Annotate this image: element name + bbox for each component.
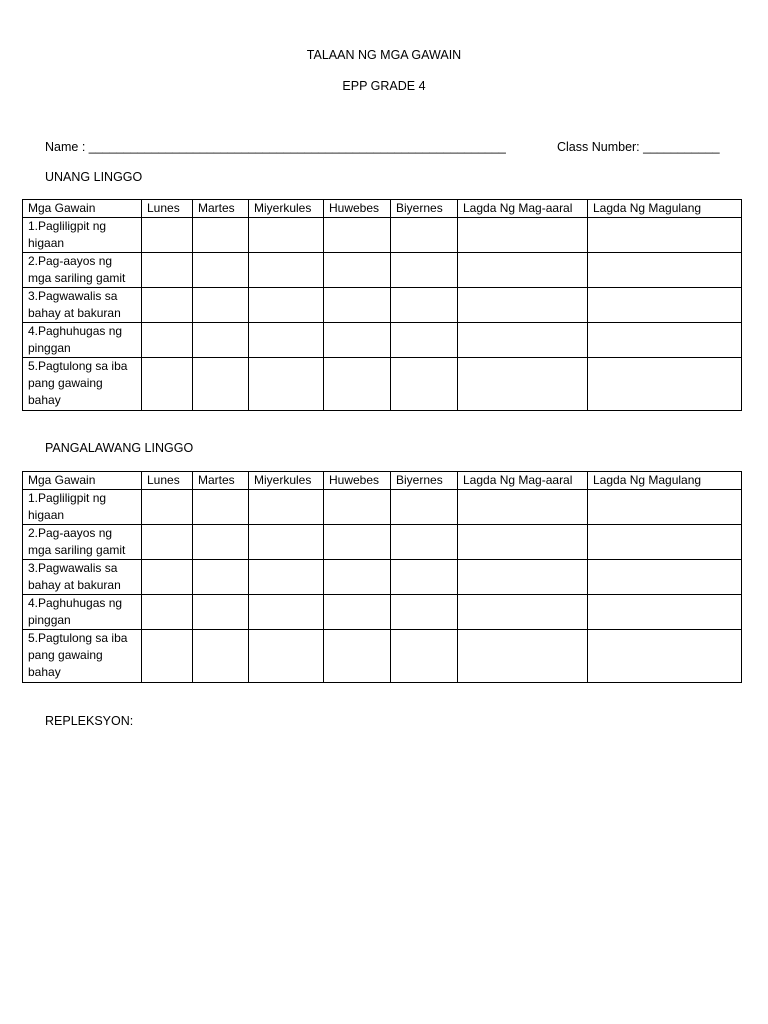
student-signature-cell[interactable] bbox=[458, 490, 588, 525]
column-header-wednesday: Miyerkules bbox=[249, 472, 324, 490]
table-row bbox=[23, 490, 742, 525]
student-signature-cell[interactable] bbox=[458, 358, 588, 411]
tuesday-cell[interactable] bbox=[193, 560, 249, 595]
column-header-friday: Biyernes bbox=[391, 472, 458, 490]
monday-cell[interactable] bbox=[142, 525, 193, 560]
column-header-student-signature: Lagda Ng Mag-aaral bbox=[458, 200, 588, 218]
tuesday-cell[interactable] bbox=[193, 358, 249, 411]
column-header-monday: Lunes bbox=[142, 200, 193, 218]
column-header-thursday: Huwebes bbox=[324, 472, 391, 490]
week1-label: UNANG LINGGO bbox=[45, 170, 143, 184]
monday-cell[interactable] bbox=[142, 323, 193, 358]
wednesday-cell[interactable] bbox=[249, 218, 324, 253]
student-signature-cell[interactable] bbox=[458, 560, 588, 595]
parent-signature-cell[interactable] bbox=[588, 253, 742, 288]
thursday-cell[interactable] bbox=[324, 630, 391, 683]
task-cell: 5.Pagtulong sa iba pang gawaing bahay bbox=[23, 630, 142, 683]
table-row bbox=[23, 323, 742, 358]
friday-cell[interactable] bbox=[391, 630, 458, 683]
parent-signature-cell[interactable] bbox=[588, 288, 742, 323]
table-row bbox=[23, 253, 742, 288]
thursday-cell[interactable] bbox=[324, 218, 391, 253]
table-row bbox=[23, 630, 742, 683]
table-row bbox=[23, 218, 742, 253]
table-row bbox=[23, 560, 742, 595]
name-field-line: Name : ____________________________________________________________ bbox=[45, 140, 506, 154]
table-row bbox=[23, 525, 742, 560]
student-signature-cell[interactable] bbox=[458, 253, 588, 288]
week2-label: PANGALAWANG LINGGO bbox=[45, 441, 194, 455]
parent-signature-cell[interactable] bbox=[588, 560, 742, 595]
friday-cell[interactable] bbox=[391, 323, 458, 358]
monday-cell[interactable] bbox=[142, 630, 193, 683]
parent-signature-cell[interactable] bbox=[588, 218, 742, 253]
wednesday-cell[interactable] bbox=[249, 323, 324, 358]
student-signature-cell[interactable] bbox=[458, 595, 588, 630]
thursday-cell[interactable] bbox=[324, 595, 391, 630]
task-cell: 4.Paghuhugas ng pinggan bbox=[23, 595, 142, 630]
thursday-cell[interactable] bbox=[324, 490, 391, 525]
wednesday-cell[interactable] bbox=[249, 525, 324, 560]
monday-cell[interactable] bbox=[142, 560, 193, 595]
friday-cell[interactable] bbox=[391, 525, 458, 560]
task-cell: 4.Paghuhugas ng pinggan bbox=[23, 323, 142, 358]
task-cell: 1.Pagliligpit ng higaan bbox=[23, 490, 142, 525]
table-row bbox=[23, 595, 742, 630]
tuesday-cell[interactable] bbox=[193, 490, 249, 525]
page-subtitle: EPP GRADE 4 bbox=[342, 79, 426, 93]
table-header-row bbox=[23, 200, 742, 218]
table-row bbox=[23, 288, 742, 323]
tuesday-cell[interactable] bbox=[193, 253, 249, 288]
friday-cell[interactable] bbox=[391, 358, 458, 411]
task-cell: 1.Pagliligpit ng higaan bbox=[23, 218, 142, 253]
column-header-wednesday: Miyerkules bbox=[249, 200, 324, 218]
student-signature-cell[interactable] bbox=[458, 288, 588, 323]
thursday-cell[interactable] bbox=[324, 288, 391, 323]
parent-signature-cell[interactable] bbox=[588, 358, 742, 411]
thursday-cell[interactable] bbox=[324, 560, 391, 595]
column-header-student-signature: Lagda Ng Mag-aaral bbox=[458, 472, 588, 490]
monday-cell[interactable] bbox=[142, 490, 193, 525]
student-signature-cell[interactable] bbox=[458, 218, 588, 253]
friday-cell[interactable] bbox=[391, 253, 458, 288]
task-cell: 3.Pagwawalis sa bahay at bakuran bbox=[23, 288, 142, 323]
task-cell: 2.Pag-aayos ng mga sariling gamit bbox=[23, 253, 142, 288]
student-signature-cell[interactable] bbox=[458, 630, 588, 683]
wednesday-cell[interactable] bbox=[249, 253, 324, 288]
week2-table bbox=[22, 471, 742, 683]
task-cell: 5.Pagtulong sa iba pang gawaing bahay bbox=[23, 358, 142, 411]
monday-cell[interactable] bbox=[142, 358, 193, 411]
class-number-field-line: Class Number: ___________ bbox=[557, 140, 720, 154]
week1-table bbox=[22, 199, 742, 411]
tuesday-cell[interactable] bbox=[193, 525, 249, 560]
tuesday-cell[interactable] bbox=[193, 630, 249, 683]
column-header-monday: Lunes bbox=[142, 472, 193, 490]
column-header-parent-signature: Lagda Ng Magulang bbox=[588, 472, 742, 490]
thursday-cell[interactable] bbox=[324, 358, 391, 411]
parent-signature-cell[interactable] bbox=[588, 595, 742, 630]
friday-cell[interactable] bbox=[391, 595, 458, 630]
wednesday-cell[interactable] bbox=[249, 490, 324, 525]
student-signature-cell[interactable] bbox=[458, 525, 588, 560]
monday-cell[interactable] bbox=[142, 595, 193, 630]
thursday-cell[interactable] bbox=[324, 525, 391, 560]
wednesday-cell[interactable] bbox=[249, 560, 324, 595]
friday-cell[interactable] bbox=[391, 218, 458, 253]
tuesday-cell[interactable] bbox=[193, 595, 249, 630]
tuesday-cell[interactable] bbox=[193, 288, 249, 323]
tuesday-cell[interactable] bbox=[193, 218, 249, 253]
wednesday-cell[interactable] bbox=[249, 288, 324, 323]
page-title: TALAAN NG MGA GAWAIN bbox=[306, 48, 462, 62]
monday-cell[interactable] bbox=[142, 253, 193, 288]
parent-signature-cell[interactable] bbox=[588, 630, 742, 683]
friday-cell[interactable] bbox=[391, 490, 458, 525]
task-cell: 3.Pagwawalis sa bahay at bakuran bbox=[23, 560, 142, 595]
thursday-cell[interactable] bbox=[324, 253, 391, 288]
task-cell: 2.Pag-aayos ng mga sariling gamit bbox=[23, 525, 142, 560]
parent-signature-cell[interactable] bbox=[588, 490, 742, 525]
reflection-label: REPLEKSYON: bbox=[45, 714, 134, 728]
friday-cell[interactable] bbox=[391, 288, 458, 323]
table-row bbox=[23, 358, 742, 411]
column-header-task: Mga Gawain bbox=[23, 200, 142, 218]
column-header-task: Mga Gawain bbox=[23, 472, 142, 490]
monday-cell[interactable] bbox=[142, 288, 193, 323]
thursday-cell[interactable] bbox=[324, 323, 391, 358]
student-signature-cell[interactable] bbox=[458, 323, 588, 358]
monday-cell[interactable] bbox=[142, 218, 193, 253]
wednesday-cell[interactable] bbox=[249, 595, 324, 630]
wednesday-cell[interactable] bbox=[249, 630, 324, 683]
column-header-parent-signature: Lagda Ng Magulang bbox=[588, 200, 742, 218]
parent-signature-cell[interactable] bbox=[588, 323, 742, 358]
column-header-tuesday: Martes bbox=[193, 472, 249, 490]
column-header-tuesday: Martes bbox=[193, 200, 249, 218]
tuesday-cell[interactable] bbox=[193, 323, 249, 358]
column-header-friday: Biyernes bbox=[391, 200, 458, 218]
friday-cell[interactable] bbox=[391, 560, 458, 595]
parent-signature-cell[interactable] bbox=[588, 525, 742, 560]
wednesday-cell[interactable] bbox=[249, 358, 324, 411]
table-header-row bbox=[23, 472, 742, 490]
column-header-thursday: Huwebes bbox=[324, 200, 391, 218]
